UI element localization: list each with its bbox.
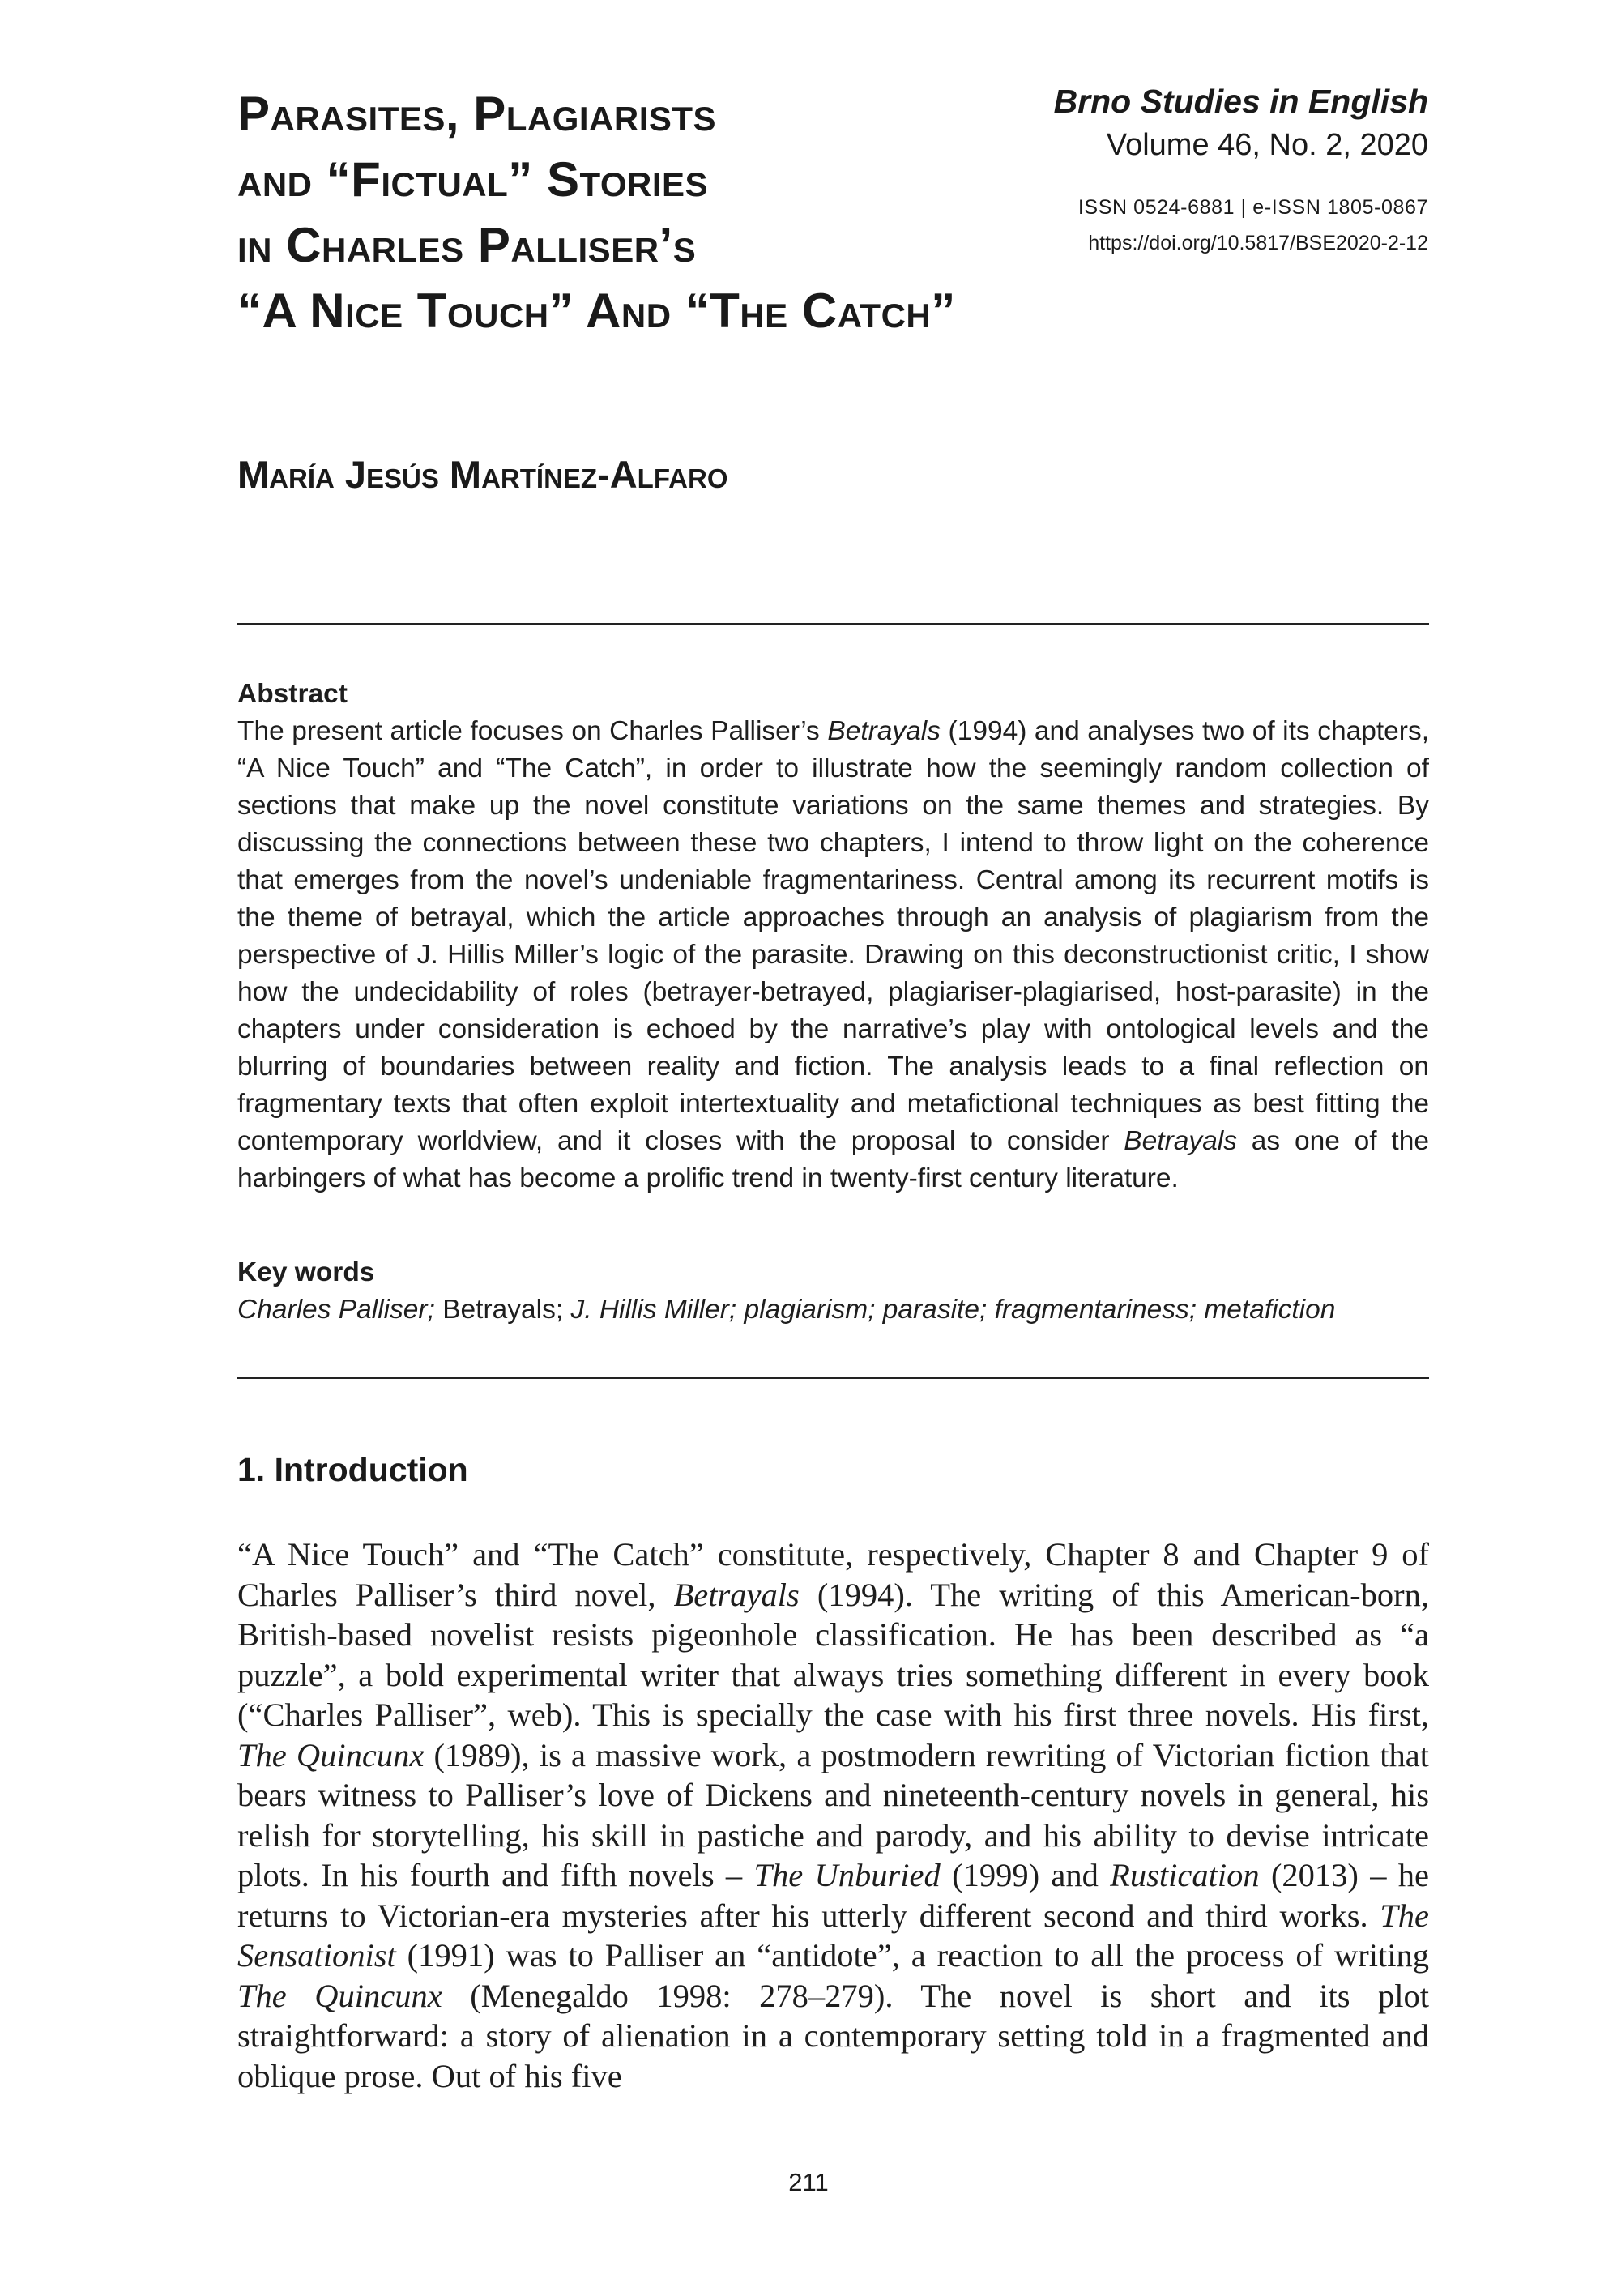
page-number: 211 (788, 2168, 829, 2196)
journal-info (1054, 79, 1428, 261)
abstract-text-part: (1994) and analyses two of its chapters, “A Nice Touch” and “The Catch”, in order to illustrate how the seemingly random collection of sections that make up the novel constitute variations on the same themes and strategies. By discussing the connections between these two chapters, I intend to throw light on the coherence that emerges from the novel’s undeniable fragmentariness. Central among its recurrent motifs is the theme of betrayal, which the article approaches through an analysis of plagiarism from the perspective of J. Hillis Miller’s logic of the parasite. Drawing on this deconstructionist critic, I show how the undecidability of roles (betrayer-betrayed, plagiariser-plagiarised, host-parasite) in the chapters under consideration is echoed by the narrative’s play with ontological levels and the blurring of boundaries between reality and fiction. The analysis leads to a final reflection on fragmentary texts that often exploit intertextuality and metafictional techniques as best fitting the contemporary worldview, and it closes with the proposal to consider (237, 716, 1430, 1156)
journal-name: Brno Studies in English (1053, 83, 1428, 120)
title-line-4: “A Nice Touch” And “The Catch” (237, 284, 956, 338)
body-text-part: “A Nice Touch” and “The Catch” constitute, respectively, Chapter 8 and Chapter 9 of Charles Palliser’s third novel, (237, 1536, 1429, 1613)
body-italic-title: The Unburied (753, 1857, 941, 1893)
body-text-part: (1989), is a massive work, a postmodern rewriting of Victorian fiction that bears witness to Palliser’s love of Dickens and nineteenth-century novels in general, his relish for storytelling, his skill in pastiche and parody, and his ability to devise intricate plots. In his fourth and fifth novels – (237, 1736, 1429, 1893)
abstract-text-part: as one of the harbingers of what has become a prolific trend in twenty-first century literature. (237, 1126, 1429, 1193)
body-italic-title: The Quincunx (237, 1736, 425, 1773)
keyword-italic: Charles Palliser; (237, 1295, 435, 1325)
abstract (237, 676, 1429, 1197)
abstract-heading: Abstract (237, 679, 348, 709)
body-text-part: (2013) – he returns to Victorian-era mysteries after his utterly different second and third works. (237, 1857, 1429, 1934)
keyword-italic: J. Hillis Miller; plagiarism; parasite; fragmentariness; metafiction (570, 1295, 1336, 1325)
body-text-part: (1994). The writing of this American-born, British-based novelist resists pigeonhole classification. He has been described as “a puzzle”, a bold experimental writer that always tries something different in every book (“Charles Palliser”, web). This is specially the case with his first three novels. His first, (237, 1576, 1430, 1733)
bottom-divider (237, 1377, 1429, 1379)
journal-issn: ISSN 0524-6881 | e-ISSN 1805-0867 (1077, 196, 1428, 219)
keywords-list (237, 1291, 1429, 1329)
body-paragraph (237, 1534, 1429, 2096)
keywords-heading: Key words (237, 1257, 375, 1287)
journal-volume: Volume 46, No. 2, 2020 (1106, 128, 1428, 162)
article-title (237, 81, 1047, 344)
body-italic-title: Rustication (1110, 1857, 1260, 1893)
keywords (237, 1254, 1429, 1329)
body-italic-title: Betrayals (673, 1576, 800, 1613)
title-line-3: in Charles Palliser’s (237, 218, 697, 272)
abstract-book-title: Betrayals (1124, 1126, 1237, 1156)
section-heading: 1. Introduction (237, 1451, 468, 1488)
top-divider (237, 623, 1429, 625)
author-name: María Jesús Martínez-Alfaro (237, 453, 728, 496)
title-line-2: and “Fictual” Stories (237, 152, 709, 207)
body-text-part: (1999) and (940, 1857, 1111, 1893)
abstract-text-part: The present article focuses on Charles Palliser’s (237, 716, 828, 746)
title-line-1: Parasites, Plagiarists (237, 87, 717, 141)
abstract-book-title: Betrayals (827, 716, 941, 746)
body-italic-title: The Sensationist (237, 1897, 1429, 1974)
journal-doi[interactable]: https://doi.org/10.5817/BSE2020-2-12 (1088, 232, 1428, 254)
body-text-part: (1991) was to Palliser an “antidote”, a reaction to all the process of writing (395, 1937, 1429, 1974)
body-text-part: (Menegaldo 1998: 278–279). The novel is short and its plot straightforward: a story of alienation in a contemporary setting told in a fragmented and oblique prose. Out of his five (237, 1977, 1430, 2094)
keyword-roman: Betrayals; (434, 1295, 571, 1325)
intro-paragraph (237, 1534, 1429, 2096)
body-italic-title: The Quincunx (237, 1977, 442, 2014)
abstract-text (237, 713, 1429, 1197)
